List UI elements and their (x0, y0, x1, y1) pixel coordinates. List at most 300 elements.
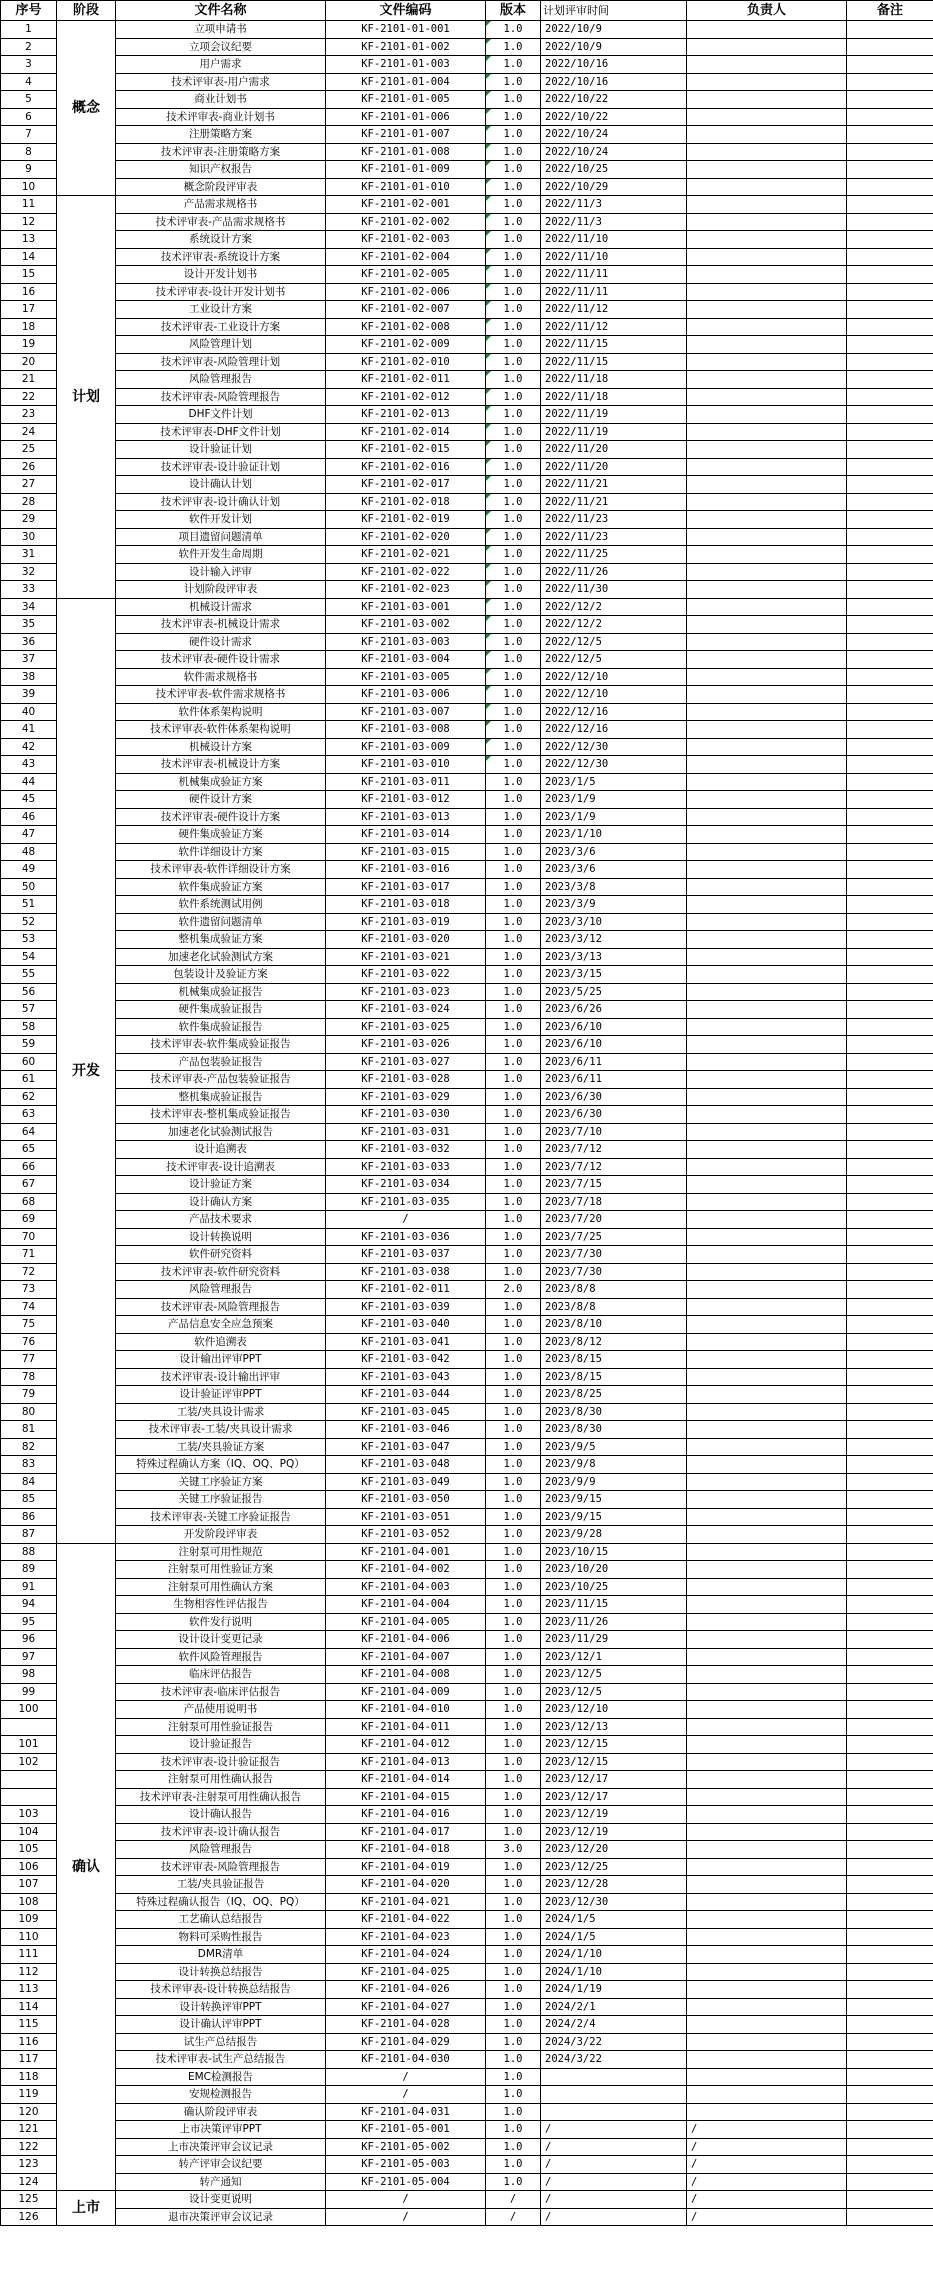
note (847, 756, 933, 774)
row-number: 49 (1, 861, 57, 879)
table-row (1, 1316, 933, 1334)
file-name: 特殊过程确认方案（IQ、OQ、PQ） (116, 1456, 326, 1474)
file-name: 技术评审表-设计验证报告 (116, 1753, 326, 1771)
file-name: 技术评审表-硬件设计需求 (116, 651, 326, 669)
table-row (1, 1841, 933, 1859)
row-number: 38 (1, 668, 57, 686)
table-row (1, 73, 933, 91)
note (847, 616, 933, 634)
note (847, 546, 933, 564)
file-name: 软件发行说明 (116, 1613, 326, 1631)
version (486, 388, 541, 406)
note (847, 1981, 933, 1999)
table-row (1, 1893, 933, 1911)
row-number: 121 (1, 2121, 57, 2139)
version-text: 1.0 (503, 198, 523, 211)
version (486, 458, 541, 476)
owner (687, 1823, 847, 1841)
version-text: 1.0 (503, 478, 523, 491)
version-text: 1.0 (503, 1528, 523, 1541)
owner (687, 2086, 847, 2104)
version (486, 1648, 541, 1666)
file-name: 产品使用说明书 (116, 1701, 326, 1719)
note (847, 336, 933, 354)
file-code: KF-2101-02-002 (326, 213, 486, 231)
version-text: 1.0 (503, 1633, 523, 1646)
note (847, 1631, 933, 1649)
row-number: 19 (1, 336, 57, 354)
version-text: 1.0 (503, 1930, 523, 1943)
version (486, 861, 541, 879)
file-name: 计划阶段评审表 (116, 581, 326, 599)
file-name: 技术评审表-软件详细设计方案 (116, 861, 326, 879)
row-number: 55 (1, 966, 57, 984)
row-number: 5 (1, 91, 57, 109)
version (486, 1491, 541, 1509)
owner (687, 756, 847, 774)
file-code: KF-2101-03-019 (326, 913, 486, 931)
file-name: 注射泵可用性验证报告 (116, 1718, 326, 1736)
version-text: 1.0 (503, 618, 523, 631)
file-code: KF-2101-02-010 (326, 353, 486, 371)
row-number: 73 (1, 1281, 57, 1299)
comment-marker-icon (486, 301, 491, 306)
version (486, 1788, 541, 1806)
file-name: 设计验证计划 (116, 441, 326, 459)
table-row (1, 1806, 933, 1824)
table-row (1, 896, 933, 914)
table-row (1, 2191, 933, 2209)
version-text: 1.0 (503, 23, 523, 36)
version (486, 1876, 541, 1894)
file-name: 设计转换说明 (116, 1228, 326, 1246)
file-name: 软件研究资料 (116, 1246, 326, 1264)
owner (687, 1228, 847, 1246)
owner (687, 371, 847, 389)
note (847, 721, 933, 739)
row-number: 42 (1, 738, 57, 756)
version (486, 1456, 541, 1474)
owner (687, 1858, 847, 1876)
table-row (1, 1561, 933, 1579)
note (847, 318, 933, 336)
version (486, 1561, 541, 1579)
row-number: 1 (1, 21, 57, 39)
table-row (1, 2068, 933, 2086)
owner (687, 1053, 847, 1071)
review-date: 2023/1/5 (541, 773, 687, 791)
note (847, 1316, 933, 1334)
version (486, 511, 541, 529)
file-name: 硬件设计方案 (116, 791, 326, 809)
version (486, 948, 541, 966)
version (486, 213, 541, 231)
row-number: 53 (1, 931, 57, 949)
file-code: KF-2101-04-007 (326, 1648, 486, 1666)
owner (687, 633, 847, 651)
table-body (1, 21, 933, 2226)
owner (687, 546, 847, 564)
version (486, 633, 541, 651)
version-text: 1.0 (503, 1773, 523, 1786)
row-number: 64 (1, 1123, 57, 1141)
file-name: 风险管理报告 (116, 371, 326, 389)
review-date: 2023/11/15 (541, 1596, 687, 1614)
file-name: 关键工序验证报告 (116, 1491, 326, 1509)
version (486, 143, 541, 161)
table-row (1, 983, 933, 1001)
file-code: KF-2101-03-048 (326, 1456, 486, 1474)
row-number: 14 (1, 248, 57, 266)
owner (687, 108, 847, 126)
table-row (1, 283, 933, 301)
comment-marker-icon (486, 616, 491, 621)
review-date: 2022/11/19 (541, 423, 687, 441)
note (847, 633, 933, 651)
file-code: KF-2101-03-010 (326, 756, 486, 774)
owner (687, 773, 847, 791)
note (847, 143, 933, 161)
owner (687, 1001, 847, 1019)
version (486, 1106, 541, 1124)
review-date: 2023/9/5 (541, 1438, 687, 1456)
table-row (1, 598, 933, 616)
file-code: KF-2101-05-001 (326, 2121, 486, 2139)
version (486, 1963, 541, 1981)
owner (687, 896, 847, 914)
table-row (1, 2138, 933, 2156)
table-row (1, 1088, 933, 1106)
version-text: 1.0 (503, 373, 523, 386)
note (847, 1491, 933, 1509)
note (847, 1421, 933, 1439)
table-row (1, 1858, 933, 1876)
review-date: / (541, 2121, 687, 2139)
version-text: 1.0 (503, 1370, 523, 1383)
table-row (1, 231, 933, 249)
owner (687, 563, 847, 581)
note (847, 1246, 933, 1264)
version-text: 1.0 (503, 110, 523, 123)
version (486, 826, 541, 844)
review-date: 2022/10/24 (541, 126, 687, 144)
file-name: 工装/夹具设计需求 (116, 1403, 326, 1421)
table-row (1, 668, 933, 686)
review-date: 2023/3/6 (541, 843, 687, 861)
owner (687, 861, 847, 879)
table-row (1, 161, 933, 179)
file-name: 技术评审表-临床评估报告 (116, 1683, 326, 1701)
version (486, 38, 541, 56)
version-text: 1.0 (503, 2053, 523, 2066)
note (847, 108, 933, 126)
review-date: 2023/3/10 (541, 913, 687, 931)
row-number: 113 (1, 1981, 57, 1999)
review-date: 2022/10/25 (541, 161, 687, 179)
row-number: 111 (1, 1946, 57, 1964)
header-version: 版本 (486, 1, 541, 21)
note (847, 441, 933, 459)
review-date: 2023/9/15 (541, 1491, 687, 1509)
review-date: 2022/10/24 (541, 143, 687, 161)
review-date: 2023/7/10 (541, 1123, 687, 1141)
file-code: KF-2101-03-015 (326, 843, 486, 861)
file-code: KF-2101-01-004 (326, 73, 486, 91)
row-number: 24 (1, 423, 57, 441)
table-row (1, 178, 933, 196)
owner (687, 143, 847, 161)
version-text: 1.0 (503, 1493, 523, 1506)
table-row (1, 1876, 933, 1894)
version-text: 1.0 (503, 338, 523, 351)
file-name: 设计验证方案 (116, 1176, 326, 1194)
row-number: 45 (1, 791, 57, 809)
version-text: 1.0 (503, 425, 523, 438)
owner (687, 91, 847, 109)
version-text: 1.0 (503, 303, 523, 316)
note (847, 1543, 933, 1561)
review-date: 2022/11/23 (541, 511, 687, 529)
review-date: / (541, 2156, 687, 2174)
note (847, 213, 933, 231)
table-row (1, 1981, 933, 1999)
version-text: 1.0 (503, 565, 523, 578)
note (847, 1438, 933, 1456)
comment-marker-icon (486, 91, 491, 96)
comment-marker-icon (486, 231, 491, 236)
owner (687, 1158, 847, 1176)
row-number: 95 (1, 1613, 57, 1631)
owner (687, 1998, 847, 2016)
row-number: 112 (1, 1963, 57, 1981)
review-date: 2022/11/23 (541, 528, 687, 546)
row-number: 9 (1, 161, 57, 179)
table-row (1, 931, 933, 949)
file-code: KF-2101-02-023 (326, 581, 486, 599)
file-code: / (326, 2086, 486, 2104)
file-code: KF-2101-03-011 (326, 773, 486, 791)
table-row (1, 1823, 933, 1841)
version-text: 1.0 (503, 355, 523, 368)
row-number: 85 (1, 1491, 57, 1509)
version-text: 1.0 (503, 163, 523, 176)
version (486, 983, 541, 1001)
row-number: 18 (1, 318, 57, 336)
row-number: 59 (1, 1036, 57, 1054)
row-number: 116 (1, 2033, 57, 2051)
version (486, 756, 541, 774)
version (486, 966, 541, 984)
owner (687, 1893, 847, 1911)
table-row (1, 616, 933, 634)
version (486, 1981, 541, 1999)
file-code: KF-2101-04-011 (326, 1718, 486, 1736)
row-number: 57 (1, 1001, 57, 1019)
row-number: 98 (1, 1666, 57, 1684)
note (847, 1001, 933, 1019)
owner (687, 1648, 847, 1666)
review-date: 2023/7/30 (541, 1263, 687, 1281)
review-date: / (541, 2191, 687, 2209)
table-row (1, 493, 933, 511)
version-text: 1.0 (503, 863, 523, 876)
file-code: KF-2101-04-016 (326, 1806, 486, 1824)
version-text: 1.0 (503, 705, 523, 718)
review-date: 2023/12/10 (541, 1701, 687, 1719)
owner (687, 1526, 847, 1544)
review-date: 2022/11/11 (541, 266, 687, 284)
owner (687, 178, 847, 196)
owner (687, 808, 847, 826)
row-number: 101 (1, 1736, 57, 1754)
version (486, 336, 541, 354)
note (847, 913, 933, 931)
owner (687, 1456, 847, 1474)
version (486, 843, 541, 861)
note (847, 1123, 933, 1141)
file-code: KF-2101-04-004 (326, 1596, 486, 1614)
row-number: 6 (1, 108, 57, 126)
owner (687, 1333, 847, 1351)
version-text: 1.0 (503, 1650, 523, 1663)
comment-marker-icon (486, 319, 491, 324)
row-number: 12 (1, 213, 57, 231)
version (486, 1193, 541, 1211)
file-code: KF-2101-03-022 (326, 966, 486, 984)
version (486, 318, 541, 336)
version-text: 1.0 (503, 723, 523, 736)
version-text: 1.0 (503, 285, 523, 298)
file-name: 技术评审表-工业设计方案 (116, 318, 326, 336)
version (486, 1211, 541, 1229)
note (847, 1403, 933, 1421)
version (486, 1683, 541, 1701)
file-name: 技术评审表-设计开发计划书 (116, 283, 326, 301)
row-number: 62 (1, 1088, 57, 1106)
file-code: KF-2101-04-015 (326, 1788, 486, 1806)
owner: / (687, 2191, 847, 2209)
version (486, 2068, 541, 2086)
version-text: 1.0 (503, 1895, 523, 1908)
file-name: 技术评审表-设计验证计划 (116, 458, 326, 476)
note (847, 2138, 933, 2156)
version-text: 1.0 (503, 530, 523, 543)
review-date: 2022/11/11 (541, 283, 687, 301)
review-date: 2023/9/8 (541, 1456, 687, 1474)
note (847, 651, 933, 669)
file-code: KF-2101-05-003 (326, 2156, 486, 2174)
table-row (1, 1158, 933, 1176)
note (847, 1771, 933, 1789)
file-name: 设计确认计划 (116, 476, 326, 494)
comment-marker-icon (486, 581, 491, 586)
review-date: 2023/6/10 (541, 1036, 687, 1054)
review-date: 2022/11/3 (541, 196, 687, 214)
row-number: 23 (1, 406, 57, 424)
version-text: 1.0 (503, 1248, 523, 1261)
file-name: 技术评审表-设计确认报告 (116, 1823, 326, 1841)
version (486, 1421, 541, 1439)
owner (687, 843, 847, 861)
owner (687, 598, 847, 616)
review-date: 2023/9/15 (541, 1508, 687, 1526)
table-row (1, 843, 933, 861)
version (486, 1928, 541, 1946)
version-text: 1.0 (503, 1545, 523, 1558)
review-date: 2022/10/16 (541, 73, 687, 91)
note (847, 1876, 933, 1894)
file-code: KF-2101-03-007 (326, 703, 486, 721)
file-name: 上市决策评审PPT (116, 2121, 326, 2139)
version-text: 1.0 (503, 443, 523, 456)
owner (687, 1106, 847, 1124)
owner (687, 318, 847, 336)
review-date: 2022/12/30 (541, 738, 687, 756)
table-row (1, 633, 933, 651)
table-row (1, 686, 933, 704)
owner (687, 1176, 847, 1194)
comment-marker-icon (486, 476, 491, 481)
owner: / (687, 2156, 847, 2174)
file-name: DHF文件计划 (116, 406, 326, 424)
file-name: 技术评审表-商业计划书 (116, 108, 326, 126)
note (847, 1351, 933, 1369)
version (486, 581, 541, 599)
file-name: 技术评审表-机械设计方案 (116, 756, 326, 774)
version-text: 1.0 (503, 1510, 523, 1523)
version-text: 1.0 (503, 1353, 523, 1366)
version-text: 1.0 (503, 1808, 523, 1821)
version-text: 1.0 (503, 1038, 523, 1051)
row-number: 33 (1, 581, 57, 599)
table-row (1, 791, 933, 809)
row-number: 97 (1, 1648, 57, 1666)
note (847, 248, 933, 266)
file-code: KF-2101-04-001 (326, 1543, 486, 1561)
row-number: 109 (1, 1911, 57, 1929)
review-date: 2022/11/21 (541, 493, 687, 511)
owner (687, 266, 847, 284)
file-code: KF-2101-01-006 (326, 108, 486, 126)
stage-cell: 计划 (57, 196, 116, 599)
note (847, 1141, 933, 1159)
file-name: 硬件集成验证报告 (116, 1001, 326, 1019)
note (847, 1893, 933, 1911)
file-code: KF-2101-03-005 (326, 668, 486, 686)
header-file-code: 文件编码 (326, 1, 486, 21)
table-row (1, 1403, 933, 1421)
version (486, 913, 541, 931)
file-name: 注射泵可用性确认方案 (116, 1578, 326, 1596)
file-code: KF-2101-04-008 (326, 1666, 486, 1684)
file-code: KF-2101-04-022 (326, 1911, 486, 1929)
review-date: 2023/12/15 (541, 1736, 687, 1754)
owner (687, 651, 847, 669)
note (847, 1736, 933, 1754)
row-number: 126 (1, 2208, 57, 2225)
note (847, 1193, 933, 1211)
file-code: KF-2101-03-029 (326, 1088, 486, 1106)
table-row (1, 318, 933, 336)
table-row (1, 2208, 933, 2225)
comment-marker-icon (486, 529, 491, 534)
owner (687, 1491, 847, 1509)
note (847, 843, 933, 861)
file-name: 注射泵可用性确认报告 (116, 1771, 326, 1789)
review-date: 2023/6/11 (541, 1071, 687, 1089)
version (486, 1473, 541, 1491)
note (847, 1263, 933, 1281)
